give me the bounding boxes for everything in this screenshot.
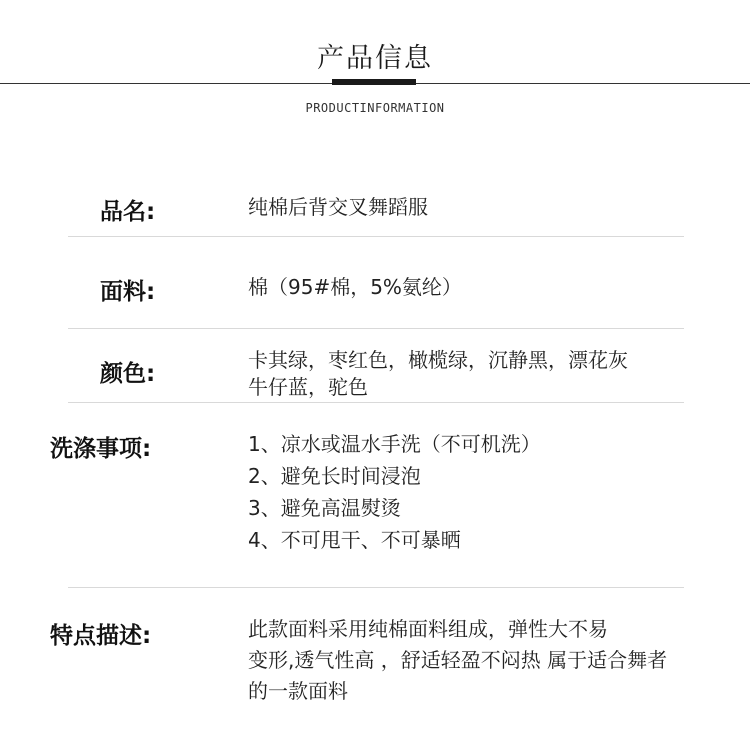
- care-line: 1、凉水或温水手洗（不可机洗）: [248, 432, 541, 456]
- care-line: 2、避免长时间浸泡: [248, 464, 421, 488]
- material-label: 面料:: [100, 279, 156, 305]
- material-value-text: 棉（95#棉，5%氨纶）: [248, 275, 462, 299]
- features-label: 特点描述:: [50, 623, 152, 649]
- row-divider: [68, 587, 684, 588]
- color-line: 卡其绿，枣红色，橄榄绿，沉静黑，漂花灰: [248, 348, 628, 372]
- features-value: [248, 614, 667, 707]
- features-line: 此款面料采用纯棉面料组成，弹性大不易: [248, 617, 608, 641]
- care-line: 4、不可甩干、不可暴晒: [248, 528, 461, 552]
- name-label: 品名:: [100, 199, 156, 225]
- title-accent-bar: [332, 79, 416, 85]
- name-value: [248, 192, 428, 223]
- row-divider: [68, 328, 684, 329]
- material-value: [248, 272, 462, 303]
- page-title: 产品信息: [317, 43, 433, 74]
- care-label: 洗涤事项:: [50, 436, 152, 462]
- color-value: [248, 347, 628, 401]
- care-value: [248, 428, 541, 556]
- care-line: 3、避免高温熨烫: [248, 496, 401, 520]
- page-subtitle: PRODUCTINFORMATION: [305, 101, 445, 115]
- features-line: 的一款面料: [248, 679, 348, 703]
- row-divider: [68, 236, 684, 237]
- color-label: 颜色:: [100, 361, 156, 387]
- row-divider: [68, 402, 684, 403]
- color-line: 牛仔蓝，驼色: [248, 375, 368, 399]
- name-value-text: 纯棉后背交叉舞蹈服: [248, 195, 428, 219]
- features-line: 变形,透气性高 ，舒适轻盈不闷热 属于适合舞者: [248, 648, 668, 672]
